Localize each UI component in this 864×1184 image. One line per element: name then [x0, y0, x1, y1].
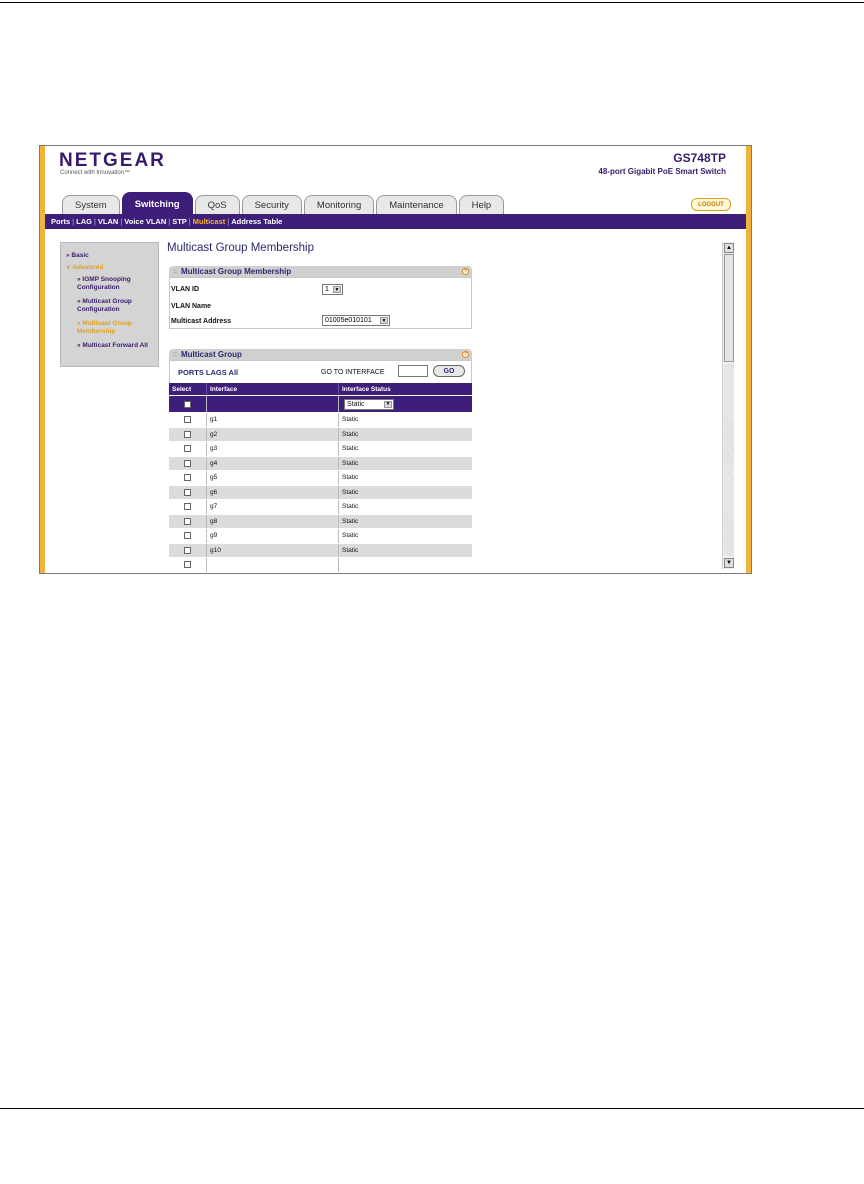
header: [40, 146, 751, 214]
vlan-id-label: VLAN ID: [171, 286, 199, 293]
interface-cell: g3: [207, 442, 339, 456]
select-cell: [169, 515, 207, 529]
tab-maintenance[interactable]: Maintenance: [376, 195, 456, 215]
subnav-multicast[interactable]: Multicast: [192, 217, 226, 226]
status-cell: [339, 558, 472, 572]
multicast-address-label: Multicast Address: [171, 318, 232, 325]
vlan-id-value: 1: [325, 286, 329, 293]
status-cell: Static: [342, 474, 359, 482]
select-cell: [169, 442, 207, 456]
subnav-lag[interactable]: LAG: [76, 217, 92, 226]
row-checkbox[interactable]: [184, 489, 191, 496]
logo-tagline: Connect with Innovation™: [60, 170, 131, 176]
tab-system[interactable]: System: [62, 195, 120, 215]
table-row: [169, 428, 472, 443]
interface-cell: g1: [207, 413, 339, 427]
tab-switching[interactable]: Switching: [122, 192, 193, 215]
interface-cell: g2: [207, 428, 339, 442]
nav-igmp-snooping-configuration[interactable]: » IGMP Snooping Configuration: [77, 276, 131, 291]
row-checkbox[interactable]: [184, 460, 191, 467]
status-filter-select[interactable]: [344, 399, 394, 410]
select-cell: [169, 529, 207, 543]
vertical-scrollbar[interactable]: [722, 242, 734, 569]
filter-interface-cell: [207, 396, 339, 412]
top-rule: [0, 2, 864, 3]
help-icon[interactable]: ?: [463, 351, 468, 358]
go-to-interface-label: GO TO INTERFACE: [321, 369, 385, 376]
main-tabs: [62, 192, 504, 214]
status-cell: Static: [342, 517, 359, 525]
chevron-down-icon: ▼: [385, 401, 391, 407]
subnav-voice-vlan[interactable]: Voice VLAN: [124, 217, 167, 226]
row-checkbox[interactable]: [184, 416, 191, 423]
panel-grip-icon: ::: [173, 268, 177, 275]
row-checkbox[interactable]: [184, 503, 191, 510]
select-cell: [169, 500, 207, 514]
row-checkbox[interactable]: [184, 532, 191, 539]
select-cell: [169, 471, 207, 485]
bottom-rule: [0, 1108, 864, 1109]
interface-cell: g8: [207, 515, 339, 529]
ports-lags-all-link[interactable]: PORTS LAGS All: [178, 368, 239, 377]
status-cell: Static: [342, 445, 359, 453]
select-cell: [169, 457, 207, 471]
chevron-down-icon: ▼: [381, 317, 387, 324]
select-cell: [169, 558, 207, 572]
select-cell: [169, 544, 207, 558]
table-row: [169, 413, 472, 428]
subnav-ports[interactable]: Ports: [51, 217, 71, 226]
interface-cell: g7: [207, 500, 339, 514]
vlan-id-select[interactable]: [322, 284, 343, 295]
table-row: [169, 471, 472, 486]
chevron-down-icon: ▼: [334, 286, 340, 293]
status-filter-value: Static: [347, 400, 365, 408]
interface-cell: g5: [207, 471, 339, 485]
interface-cell: g9: [207, 529, 339, 543]
model-description: 48-port Gigabit PoE Smart Switch: [598, 167, 726, 176]
status-cell: Static: [342, 503, 359, 511]
status-cell: Static: [342, 430, 359, 438]
nav-multicast-group-membership[interactable]: » Multicast Group Membership: [77, 320, 132, 335]
header-interface-status: Interface Status: [342, 385, 391, 393]
left-navigation: [60, 242, 159, 367]
row-checkbox[interactable]: [184, 547, 191, 554]
nav-advanced[interactable]: ∨ Advanced: [66, 264, 104, 271]
tab-qos[interactable]: QoS: [195, 195, 240, 215]
table-header-row: [169, 383, 472, 396]
logout-button[interactable]: LOGOUT: [691, 198, 731, 211]
table-row: [169, 515, 472, 530]
help-icon[interactable]: ?: [463, 268, 468, 275]
select-all-checkbox[interactable]: [184, 401, 191, 408]
tab-help[interactable]: Help: [459, 195, 505, 215]
membership-panel-header: [169, 266, 472, 277]
table-row-partial: [169, 558, 472, 573]
table-row: [169, 486, 472, 501]
interface-cell: [207, 558, 339, 572]
nav-basic[interactable]: » Basic: [66, 252, 89, 259]
status-cell: Static: [342, 459, 359, 467]
group-panel-title: Multicast Group: [181, 350, 242, 359]
status-cell: Static: [342, 416, 359, 424]
header-select: Select: [169, 383, 207, 395]
page-title: Multicast Group Membership: [167, 242, 314, 254]
screenshot-window: [39, 145, 752, 574]
select-cell: [169, 413, 207, 427]
interface-cell: g6: [207, 486, 339, 500]
subnav-vlan[interactable]: VLAN: [97, 217, 119, 226]
select-cell: [169, 428, 207, 442]
multicast-address-value: 01005e010101: [325, 317, 372, 324]
sub-navigation: Ports | LAG | VLAN | Voice VLAN | STP | Multicast | Address Table: [45, 214, 746, 229]
status-cell: Static: [342, 488, 359, 496]
nav-multicast-forward-all[interactable]: » Multicast Forward All: [77, 342, 148, 349]
status-cell: Static: [342, 546, 359, 554]
panel-grip-icon: ::: [173, 351, 177, 358]
vlan-name-label: VLAN Name: [171, 303, 212, 310]
filter-status-cell: [339, 396, 472, 412]
right-accent-bar: [746, 146, 751, 573]
table-row: [169, 529, 472, 544]
interface-cell: g10: [207, 544, 339, 558]
select-cell: [169, 486, 207, 500]
tab-security[interactable]: Security: [242, 195, 302, 215]
membership-panel-title: Multicast Group Membership: [181, 267, 292, 276]
interface-table: [169, 383, 472, 573]
subnav-address-table[interactable]: Address Table: [231, 217, 283, 226]
header-interface: Interface: [207, 383, 339, 395]
table-filter-row: [169, 396, 472, 413]
subnav-stp[interactable]: STP: [172, 217, 187, 226]
multicast-address-select[interactable]: [322, 315, 390, 326]
model-name: GS748TP: [673, 151, 726, 165]
row-checkbox[interactable]: [184, 474, 191, 481]
table-row: [169, 457, 472, 472]
nav-multicast-group-configuration[interactable]: » Multicast Group Configuration: [77, 298, 132, 313]
scroll-down-icon[interactable]: ▼: [724, 558, 734, 568]
netgear-logo: NETGEAR: [59, 150, 166, 171]
row-checkbox[interactable]: [184, 518, 191, 525]
table-row: [169, 442, 472, 457]
status-cell: Static: [342, 532, 359, 540]
tab-monitoring[interactable]: Monitoring: [304, 195, 374, 215]
filter-select-cell: [169, 396, 207, 412]
row-checkbox[interactable]: [184, 445, 191, 452]
row-checkbox[interactable]: [184, 561, 191, 568]
interface-cell: g4: [207, 457, 339, 471]
left-accent-bar: [40, 146, 45, 573]
scrollbar-track[interactable]: [724, 364, 734, 556]
go-to-interface-input[interactable]: [398, 365, 428, 377]
scroll-up-icon[interactable]: ▲: [724, 243, 734, 253]
go-button[interactable]: GO: [433, 365, 465, 377]
table-row: [169, 544, 472, 559]
group-panel-header: [169, 349, 472, 360]
row-checkbox[interactable]: [184, 431, 191, 438]
scrollbar-thumb[interactable]: [724, 254, 734, 362]
table-row: [169, 500, 472, 515]
